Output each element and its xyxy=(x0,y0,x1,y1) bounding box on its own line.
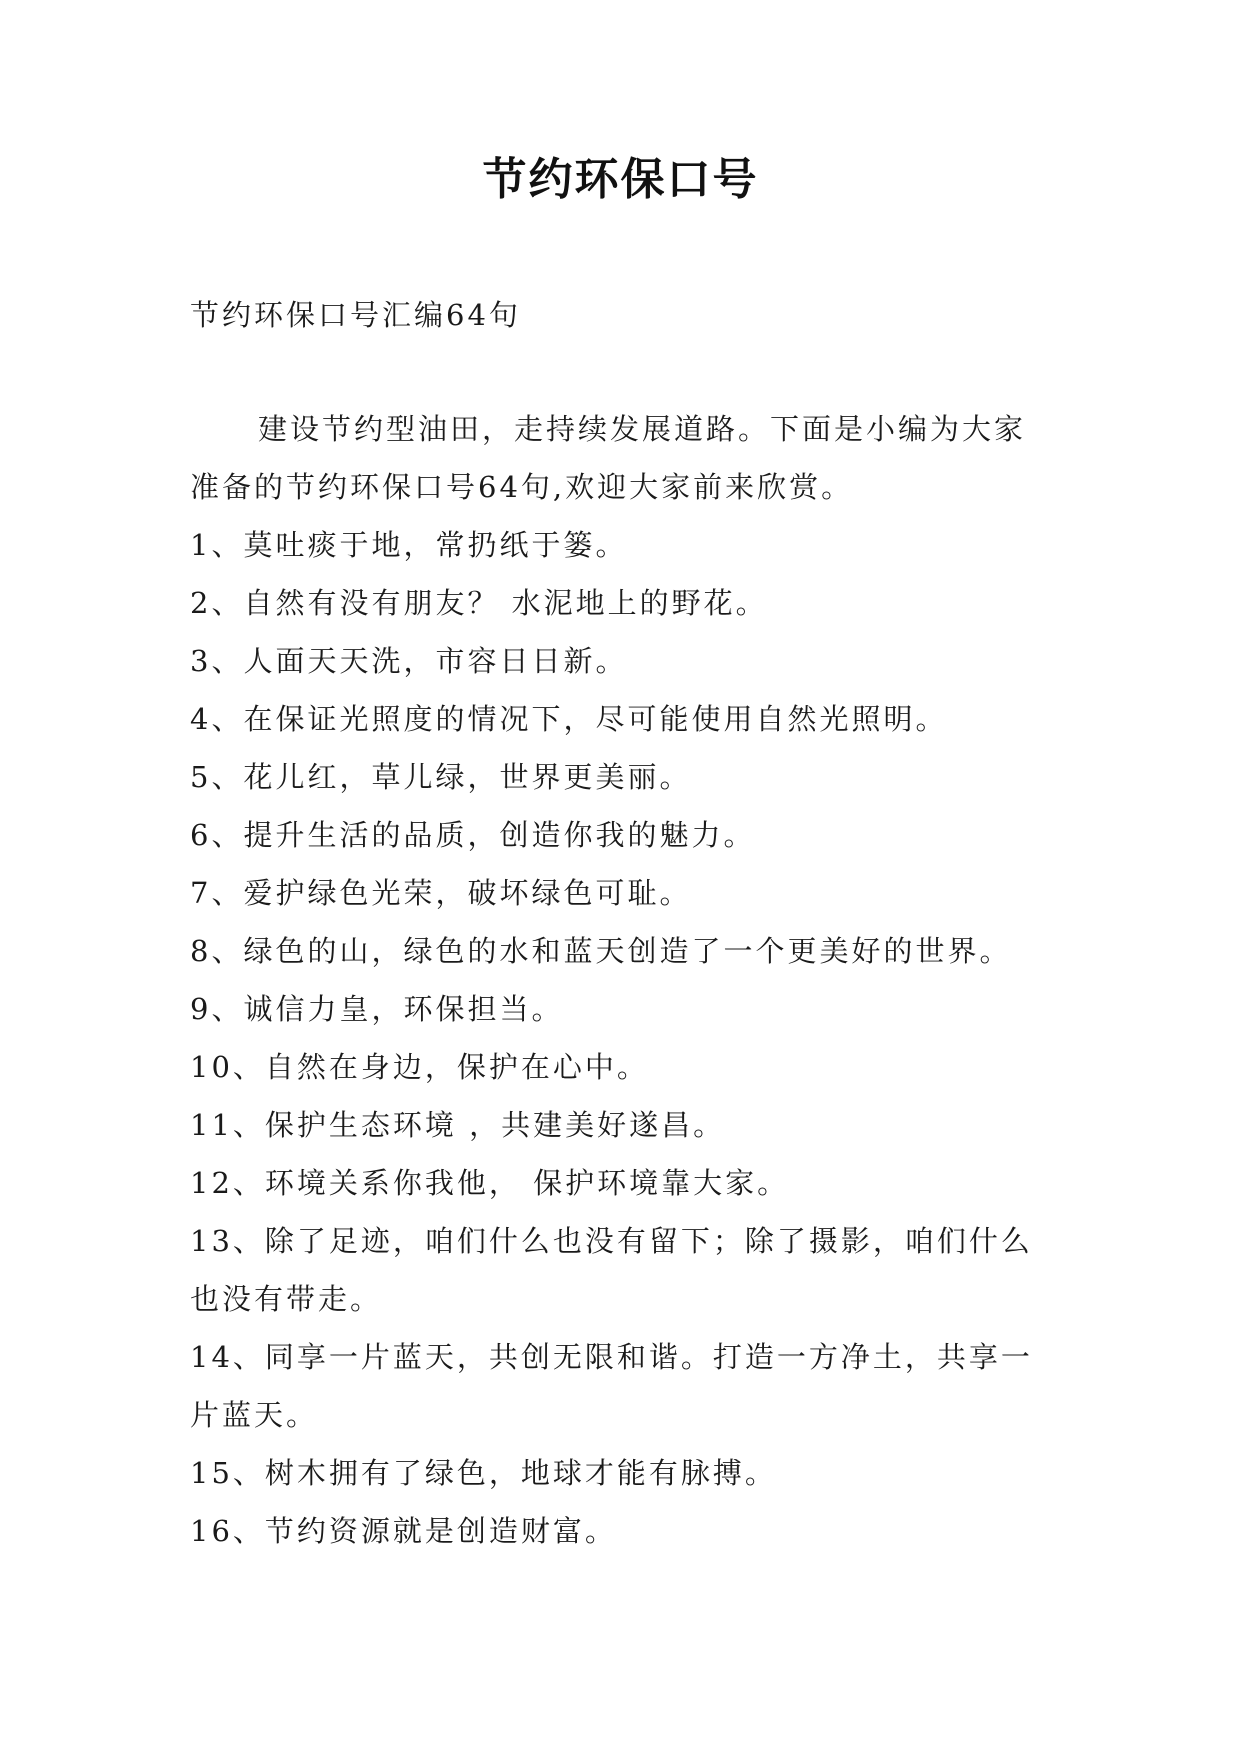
list-item: 1、莫吐痰于地，常扔纸于篓。 xyxy=(190,528,628,562)
list-item: 3、人面天天洗，市容日日新。 xyxy=(190,644,628,678)
page-title: 节约环保口号 xyxy=(482,154,759,205)
list-item: 16、节约资源就是创造财富。 xyxy=(190,1514,617,1548)
list-item: 5、花儿红，草儿绿，世界更美丽。 xyxy=(190,760,692,794)
list-item: 2、自然有没有朋友？ 水泥地上的野花。 xyxy=(190,586,768,620)
slogan-list xyxy=(190,516,1056,1560)
list-item: 4、在保证光照度的情况下，尽可能使用自然光照明。 xyxy=(190,702,948,736)
list-item: 8、绿色的山，绿色的水和蓝天创造了一个更美好的世界。 xyxy=(190,934,1012,968)
list-item: 14、同享一片蓝天，共创无限和谐。打造一方净土，共享一片蓝天。 xyxy=(190,1340,1033,1432)
list-item: 12、环境关系你我他， 保护环境靠大家。 xyxy=(190,1166,790,1200)
list-item: 10、自然在身边，保护在心中。 xyxy=(190,1050,649,1084)
list-item: 11、保护生态环境 ，共建美好遂昌。 xyxy=(190,1108,726,1142)
list-item: 9、诚信力皇，环保担当。 xyxy=(190,992,564,1026)
list-item: 6、提升生活的品质，创造你我的魅力。 xyxy=(190,818,756,852)
document-subtitle: 节约环保口号汇编64句 xyxy=(190,298,521,332)
list-item: 15、树木拥有了绿色，地球才能有脉搏。 xyxy=(190,1456,777,1490)
list-item: 13、除了足迹，咱们什么也没有留下；除了摄影，咱们什么也没有带走。 xyxy=(190,1224,1033,1316)
intro-paragraph: 建设节约型油田，走持续发展道路。下面是小编为大家准备的节约环保口号64句,欢迎大家前来欣赏。 xyxy=(190,412,1027,504)
document-body xyxy=(190,286,1056,1560)
list-item: 7、爱护绿色光荣，破坏绿色可耻。 xyxy=(190,876,692,910)
